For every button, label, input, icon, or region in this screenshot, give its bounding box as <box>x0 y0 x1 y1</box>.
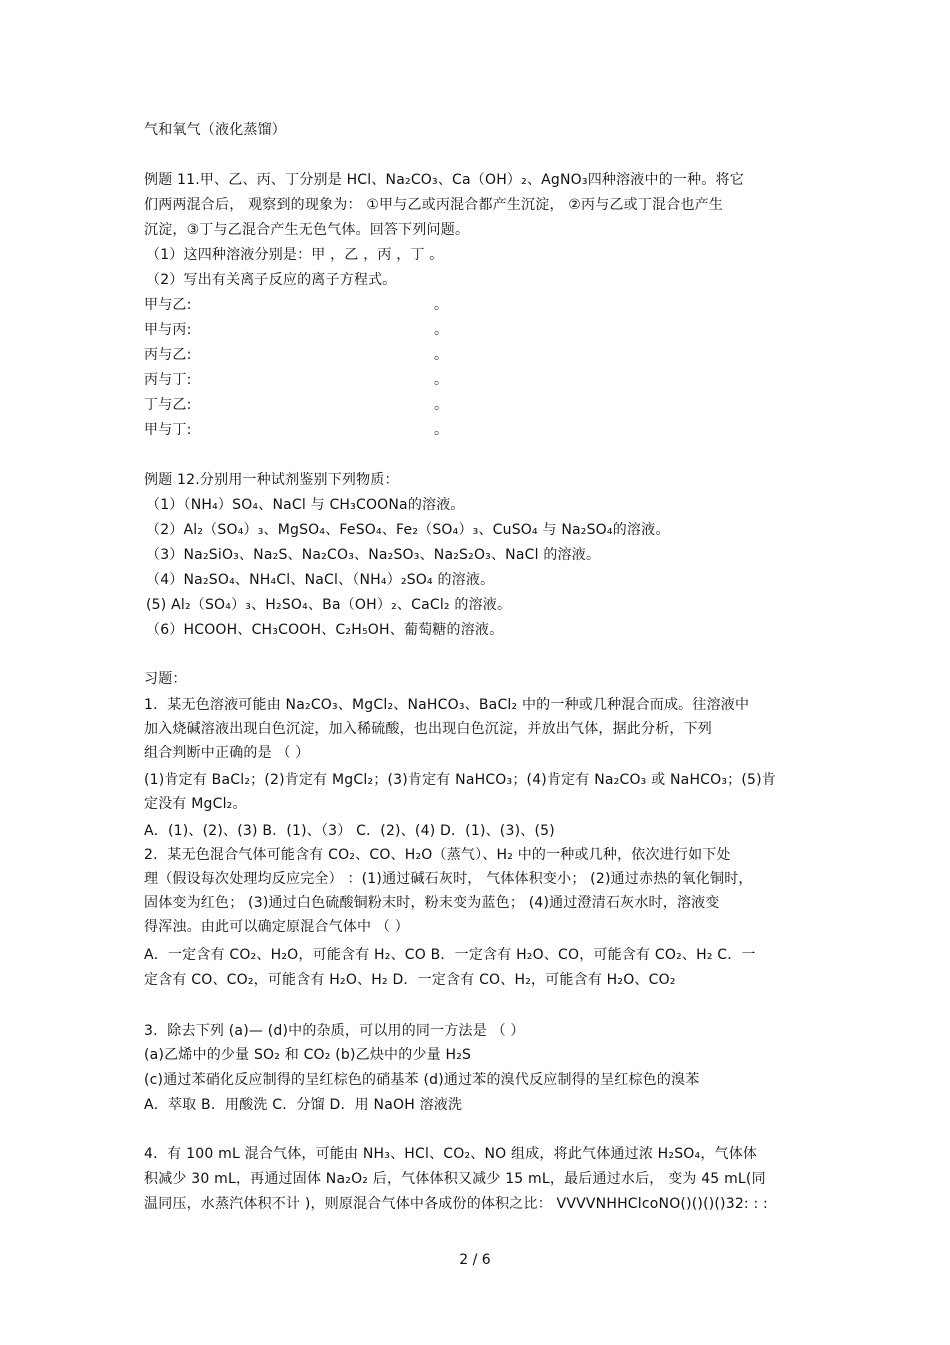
example11-question-1: （1）这四种溶液分别是：甲 ，乙 ，丙 ，丁 。 <box>146 247 444 263</box>
pair-row-bing-yi <box>144 346 449 364</box>
q4-line-3: 温同压，水蒸汽体积不计 )，则原混合气体中各成份的体积之比： VVVVNHHClcoNO()()()()32: : : <box>144 1196 768 1212</box>
q1-line-1: 1．某无色溶液可能由 Na₂CO₃、MgCl₂、NaHCO₃、BaCl₂ 中的一种或几种混合而成。往溶液中 <box>144 697 750 713</box>
page-number: 2 / 6 <box>459 1252 491 1268</box>
q2-line-6: 定含有 CO、CO₂，可能含有 H₂O、H₂ D．一定含有 CO、H₂，可能含有 H₂O、CO₂ <box>144 972 676 988</box>
pair-end: 。 <box>434 372 449 388</box>
pair-row-bing-ding <box>144 371 449 389</box>
q2-line-1: 2．某无色混合气体可能含有 CO₂、CO、H₂O（蒸气）、H₂ 中的一种或几种，依次进行如下处 <box>144 847 731 863</box>
pair-label: 甲与乙: <box>144 297 192 313</box>
pair-end: 。 <box>434 347 449 363</box>
q2-line-4: 得浑浊。由此可以确定原混合气体中 （ ） <box>144 919 409 935</box>
q3-line-3: (c)通过苯硝化反应制得的呈红棕色的硝基苯 (d)通过苯的溴代反应制得的呈红棕色的溴苯 <box>144 1072 700 1088</box>
example11-question-2: （2）写出有关离子反应的离子方程式。 <box>146 272 397 288</box>
pair-end: 。 <box>434 397 449 413</box>
q2-line-2: 理（假设每次处理均反应完全） ：(1)通过碱石灰时， 气体体积变小； (2)通过赤热的氧化铜时， <box>144 871 753 887</box>
example12-item-5: (5) Al₂（SO₄）₃、H₂SO₄、Ba（OH）₂、CaCl₂ 的溶液。 <box>146 597 512 613</box>
q4-line-1: 4．有 100 mL 混合气体，可能由 NH₃、HCl、CO₂、NO 组成，将此气体通过浓 H₂SO₄，气体体 <box>144 1146 758 1162</box>
q3-line-1: 3．除去下列 (a)— (d)中的杂质，可以用的同一方法是 （ ） <box>144 1023 525 1039</box>
q2-line-3: 固体变为红色； (3)通过白色硫酸铜粉末时，粉末变为蓝色； (4)通过澄清石灰水时，溶液变 <box>144 895 720 911</box>
q2-line-5: A．一定含有 CO₂、H₂O，可能含有 H₂、CO B．一定含有 H₂O、CO，可能含有 CO₂、H₂ C．一 <box>144 947 756 963</box>
exercises-heading: 习题： <box>144 671 187 687</box>
pair-label: 丙与乙: <box>144 347 192 363</box>
q1-line-3: 组合判断中正确的是 （ ） <box>144 745 310 761</box>
example12-item-4: （4）Na₂SO₄、NH₄Cl、NaCl、（NH₄）₂SO₄ 的溶液。 <box>146 572 495 588</box>
pair-label: 丙与丁: <box>144 372 192 388</box>
example12-item-6: （6）HCOOH、CH₃COOH、C₂H₅OH、葡萄糖的溶液。 <box>146 622 504 638</box>
pair-label: 甲与丁: <box>144 422 192 438</box>
q1-options: A．(1)、(2)、(3) B．(1)、（3） C．(2)、(4) D．(1)、(3)、(5) <box>144 823 555 839</box>
q1-line-5: 定没有 MgCl₂。 <box>144 796 247 812</box>
example11-line-3: 沉淀，③丁与乙混合产生无色气体。回答下列问题。 <box>144 222 470 238</box>
q4-line-2: 积减少 30 mL，再通过固体 Na₂O₂ 后，气体体积又减少 15 mL，最后通过水后， 变为 45 mL(同 <box>144 1171 766 1187</box>
example11-line-1: 例题 11.甲、乙、丙、丁分别是 HCl、Na₂CO₃、Ca（OH）₂、AgNO₃四种溶液中的一种。将它 <box>144 172 744 188</box>
pair-label: 丁与乙: <box>144 397 192 413</box>
q3-options: A．萃取 B．用酸洗 C．分馏 D．用 NaOH 溶液洗 <box>144 1097 463 1113</box>
pair-row-jia-yi <box>144 296 449 314</box>
example12-item-1: （1）（NH₄）SO₄、NaCl 与 CH₃COONa的溶液。 <box>146 497 465 513</box>
q3-line-2: (a)乙烯中的少量 SO₂ 和 CO₂ (b)乙炔中的少量 H₂S <box>144 1047 472 1063</box>
pair-end: 。 <box>434 322 449 338</box>
pair-label: 甲与丙: <box>144 322 192 338</box>
q1-line-2: 加入烧碱溶液出现白色沉淀，加入稀硫酸，也出现白色沉淀，并放出气体，据此分析，下列 <box>144 721 712 737</box>
pair-row-ding-yi <box>144 396 449 414</box>
pair-end: 。 <box>434 422 449 438</box>
intro-line: 气和氧气（液化蒸馏） <box>144 122 286 138</box>
q1-line-4: (1)肯定有 BaCl₂；(2)肯定有 MgCl₂；(3)肯定有 NaHCO₃；(4)肯定有 Na₂CO₃ 或 NaHCO₃；(5)肯 <box>144 772 777 788</box>
pair-row-jia-ding <box>144 421 449 439</box>
example12-item-3: （3）Na₂SiO₃、Na₂S、Na₂CO₃、Na₂SO₃、Na₂S₂O₃、NaCl 的溶液。 <box>146 547 601 563</box>
pair-row-jia-bing <box>144 321 449 339</box>
pair-end: 。 <box>434 297 449 313</box>
example11-line-2: 们两两混合后， 观察到的现象为： ①甲与乙或丙混合都产生沉淀， ②丙与乙或丁混合也产生 <box>144 197 724 213</box>
example12-item-2: （2）Al₂（SO₄）₃、MgSO₄、FeSO₄、Fe₂（SO₄）₃、CuSO₄ 与 Na₂SO₄的溶液。 <box>146 522 670 538</box>
example12-title: 例题 12.分别用一种试剂鉴别下列物质： <box>144 472 399 488</box>
